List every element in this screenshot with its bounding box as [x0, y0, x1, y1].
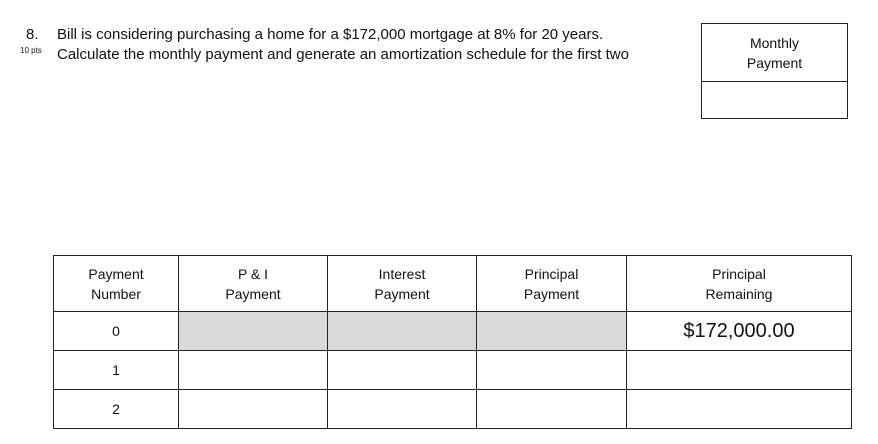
row-1-principal-cell[interactable]	[477, 351, 627, 390]
header-text: P & I	[237, 265, 269, 282]
header-payment-number	[54, 256, 179, 312]
header-text: Payment	[374, 285, 430, 302]
row-1-pi-cell[interactable]	[179, 351, 328, 390]
header-text: Remaining	[705, 285, 773, 302]
question-points: 10 pts	[20, 46, 42, 55]
header-text: Payment	[225, 285, 281, 302]
table-header-row	[54, 256, 852, 312]
monthly-payment-answer-cell[interactable]	[702, 82, 847, 118]
header-text: Principal	[712, 265, 766, 282]
row-2-pi-cell[interactable]	[179, 390, 328, 429]
table-row	[54, 351, 852, 390]
row-2-remaining-cell[interactable]	[627, 390, 852, 429]
header-principal-remaining	[627, 256, 852, 312]
row-0-pi-cell	[179, 312, 328, 351]
row-2-principal-cell[interactable]	[477, 390, 627, 429]
row-1-remaining-cell[interactable]	[627, 351, 852, 390]
table-row	[54, 390, 852, 429]
monthly-payment-header-line-1: Monthly	[749, 34, 800, 51]
row-0-principal-cell	[477, 312, 627, 351]
header-text: Interest	[378, 265, 426, 282]
question-text-line-1: Bill is considering purchasing a home for a $172,000 mortgage at 8% for 20 years.	[57, 26, 604, 43]
header-pi-payment	[179, 256, 328, 312]
header-text: Payment	[88, 265, 144, 282]
row-1-number: 1	[54, 351, 179, 390]
header-principal-payment	[477, 256, 627, 312]
header-text: Payment	[523, 285, 580, 302]
row-0-number: 0	[54, 312, 179, 351]
row-0-interest-cell	[328, 312, 477, 351]
header-text: Number	[91, 285, 141, 302]
monthly-payment-box	[701, 23, 848, 119]
table-row	[54, 312, 852, 351]
row-2-interest-cell[interactable]	[328, 390, 477, 429]
row-0-remaining-cell: $172,000.00	[627, 312, 852, 351]
row-2-number: 2	[54, 390, 179, 429]
question-number: 8.	[26, 26, 39, 43]
header-text: Principal	[524, 265, 579, 282]
monthly-payment-header-line-2: Payment	[746, 54, 803, 71]
header-interest-payment	[328, 256, 477, 312]
monthly-payment-header	[702, 24, 847, 82]
row-1-interest-cell[interactable]	[328, 351, 477, 390]
question-text-line-2: Calculate the monthly payment and generate an amortization schedule for the first two	[57, 46, 629, 63]
amortization-table	[53, 255, 852, 429]
